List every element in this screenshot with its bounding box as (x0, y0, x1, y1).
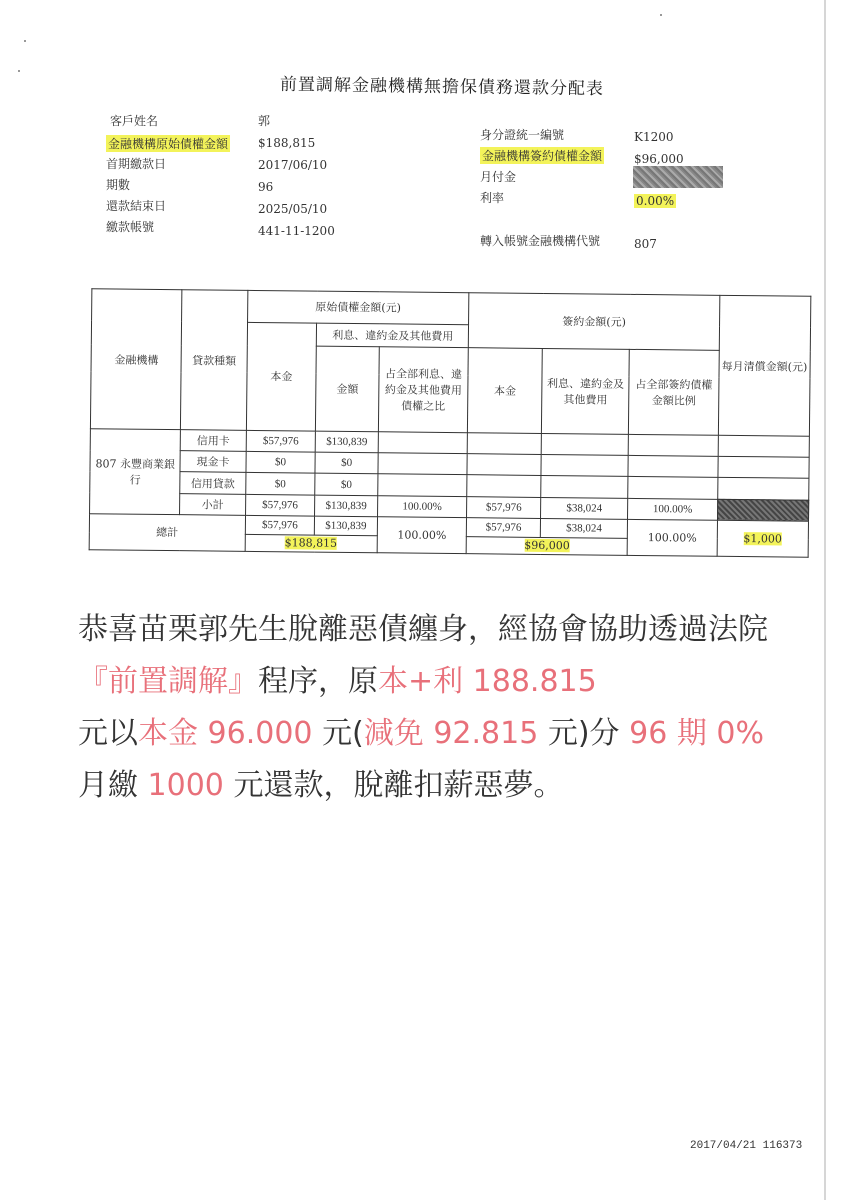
principal: $57,976 (246, 430, 316, 452)
note-text: 元還款，脫離扣薪惡夢。 (233, 768, 564, 803)
total-interest: $130,839 (315, 516, 378, 536)
periods-value: 96 (258, 180, 274, 194)
bank-name: 807 永豐商業銀行 (90, 429, 181, 515)
empty-cell (467, 475, 541, 497)
empty-cell (378, 432, 468, 454)
contract-claim-label: 金融機構簽約債權金額 (482, 149, 603, 163)
redacted-monthly-value (633, 166, 723, 188)
subtotal-contract-principal: $57,976 (467, 496, 541, 518)
announcement-text (78, 604, 778, 812)
end-date-value: 2025/05/10 (258, 202, 328, 216)
rate-label: 利率 (480, 191, 505, 205)
document-title: 前置調解金融機構無擔保債務還款分配表 (279, 74, 605, 100)
header-contract-amount: 簽約金額(元) (469, 293, 720, 351)
periods-label: 期數 (106, 178, 131, 192)
note-highlight: 本+利 188.815 (378, 664, 597, 699)
account-label: 繳款帳號 (106, 220, 155, 234)
loan-type: 現金卡 (180, 451, 245, 473)
loan-type: 信用貸款 (180, 472, 245, 494)
principal: $0 (245, 473, 315, 495)
total-label: 總計 (89, 514, 245, 552)
note-highlight: 減免 92.815 (363, 716, 539, 751)
print-timestamp: 2017/04/21 116373 (690, 1140, 803, 1152)
customer-name-label: 客戶姓名 (110, 114, 159, 128)
empty-cell (541, 476, 628, 498)
header-original-claim: 原始債權金額(元) (247, 290, 469, 324)
subtotal-ratio: 100.00% (377, 495, 467, 517)
empty-cell (468, 433, 542, 455)
empty-cell (377, 474, 467, 496)
loan-type: 信用卡 (181, 430, 246, 452)
scan-dot (18, 70, 20, 72)
original-claim-label: 金融機構原始債權金額 (108, 137, 229, 151)
subtotal-interest: $130,839 (315, 495, 378, 517)
empty-cell (718, 478, 809, 500)
header-loan-type: 貸款種類 (181, 290, 248, 431)
end-date-label: 還款結束日 (106, 199, 167, 213)
first-payment-date-label: 首期繳款日 (106, 157, 167, 171)
repayment-table (89, 288, 812, 558)
total-principal: $57,976 (245, 515, 315, 535)
total-contract-interest: $38,024 (540, 518, 627, 538)
subtotal-principal: $57,976 (245, 494, 315, 516)
empty-cell (467, 454, 541, 476)
header-contract-interest: 利息、違約金及其他費用 (541, 349, 629, 435)
scan-edge (824, 0, 826, 1200)
total-contract-principal: $57,976 (467, 518, 541, 538)
original-claim-value: $188,815 (258, 136, 316, 150)
total-contract-ratio: 100.00% (627, 519, 717, 556)
monthly-label: 月付金 (480, 170, 517, 184)
id-label: 身分證統一編號 (480, 128, 565, 142)
empty-cell (628, 456, 718, 478)
subtotal-label: 小計 (180, 493, 245, 515)
empty-cell (628, 477, 718, 499)
header-institution: 金融機構 (90, 289, 182, 430)
note-highlight: 96 期 0% (629, 716, 764, 751)
customer-name-value: 郭 (258, 114, 271, 128)
redacted-cell (717, 499, 808, 521)
contract-claim-value: $96,000 (634, 152, 684, 166)
total-ratio: 100.00% (377, 517, 467, 554)
header-contract-principal: 本金 (468, 348, 543, 434)
empty-cell (718, 457, 809, 479)
total-monthly-cell (717, 520, 809, 557)
empty-cell (718, 435, 809, 457)
scan-dot (24, 40, 26, 42)
note-text: 元)分 (547, 716, 620, 751)
header-principal: 本金 (246, 322, 317, 431)
transfer-label: 轉入帳號金融機構代號 (480, 234, 601, 248)
note-highlight: 『前置調解』 (78, 664, 258, 699)
interest: $0 (315, 452, 378, 474)
note-text: 恭喜苗栗郭先生脫離惡債纏身，經協會協助透過法院 (78, 612, 768, 647)
header-interest-ratio: 占全部利息、違約金及其他費用債權之比 (378, 347, 468, 433)
empty-cell (541, 433, 628, 455)
note-text: 元( (322, 716, 364, 751)
note-highlight: 本金 96.000 (138, 716, 313, 751)
subtotal-contract-interest: $38,024 (541, 497, 628, 519)
note-text: 程序，原 (258, 664, 378, 699)
account-value: 441-11-1200 (258, 224, 335, 238)
rate-value: 0.00% (636, 194, 675, 208)
header-monthly-payment: 每月清償金額(元) (718, 295, 811, 436)
interest: $130,839 (316, 431, 379, 453)
total-contract-sum: $96,000 (524, 539, 570, 553)
subtotal-contract-ratio: 100.00% (628, 498, 718, 520)
scan-dot (660, 14, 662, 16)
empty-cell (541, 455, 628, 477)
total-sum-cell (245, 534, 377, 552)
total-monthly: $1,000 (743, 532, 783, 546)
note-highlight: 1000 (147, 768, 224, 803)
principal: $0 (245, 452, 315, 474)
empty-cell (628, 434, 718, 456)
note-text: 元以 (78, 716, 138, 751)
header-contract-ratio: 占全部簽約債權金額比例 (629, 350, 719, 436)
note-text: 月繳 (78, 768, 138, 803)
transfer-value: 807 (634, 237, 657, 251)
empty-cell (378, 453, 468, 475)
header-amount: 金額 (316, 346, 379, 432)
interest: $0 (315, 474, 378, 496)
id-value: K1200 (634, 130, 674, 144)
total-sum: $188,815 (284, 536, 338, 551)
total-contract-sum-cell (466, 537, 627, 556)
first-payment-date-value: 2017/06/10 (258, 158, 328, 172)
header-interest-group: 利息、違約金及其他費用 (317, 323, 469, 348)
